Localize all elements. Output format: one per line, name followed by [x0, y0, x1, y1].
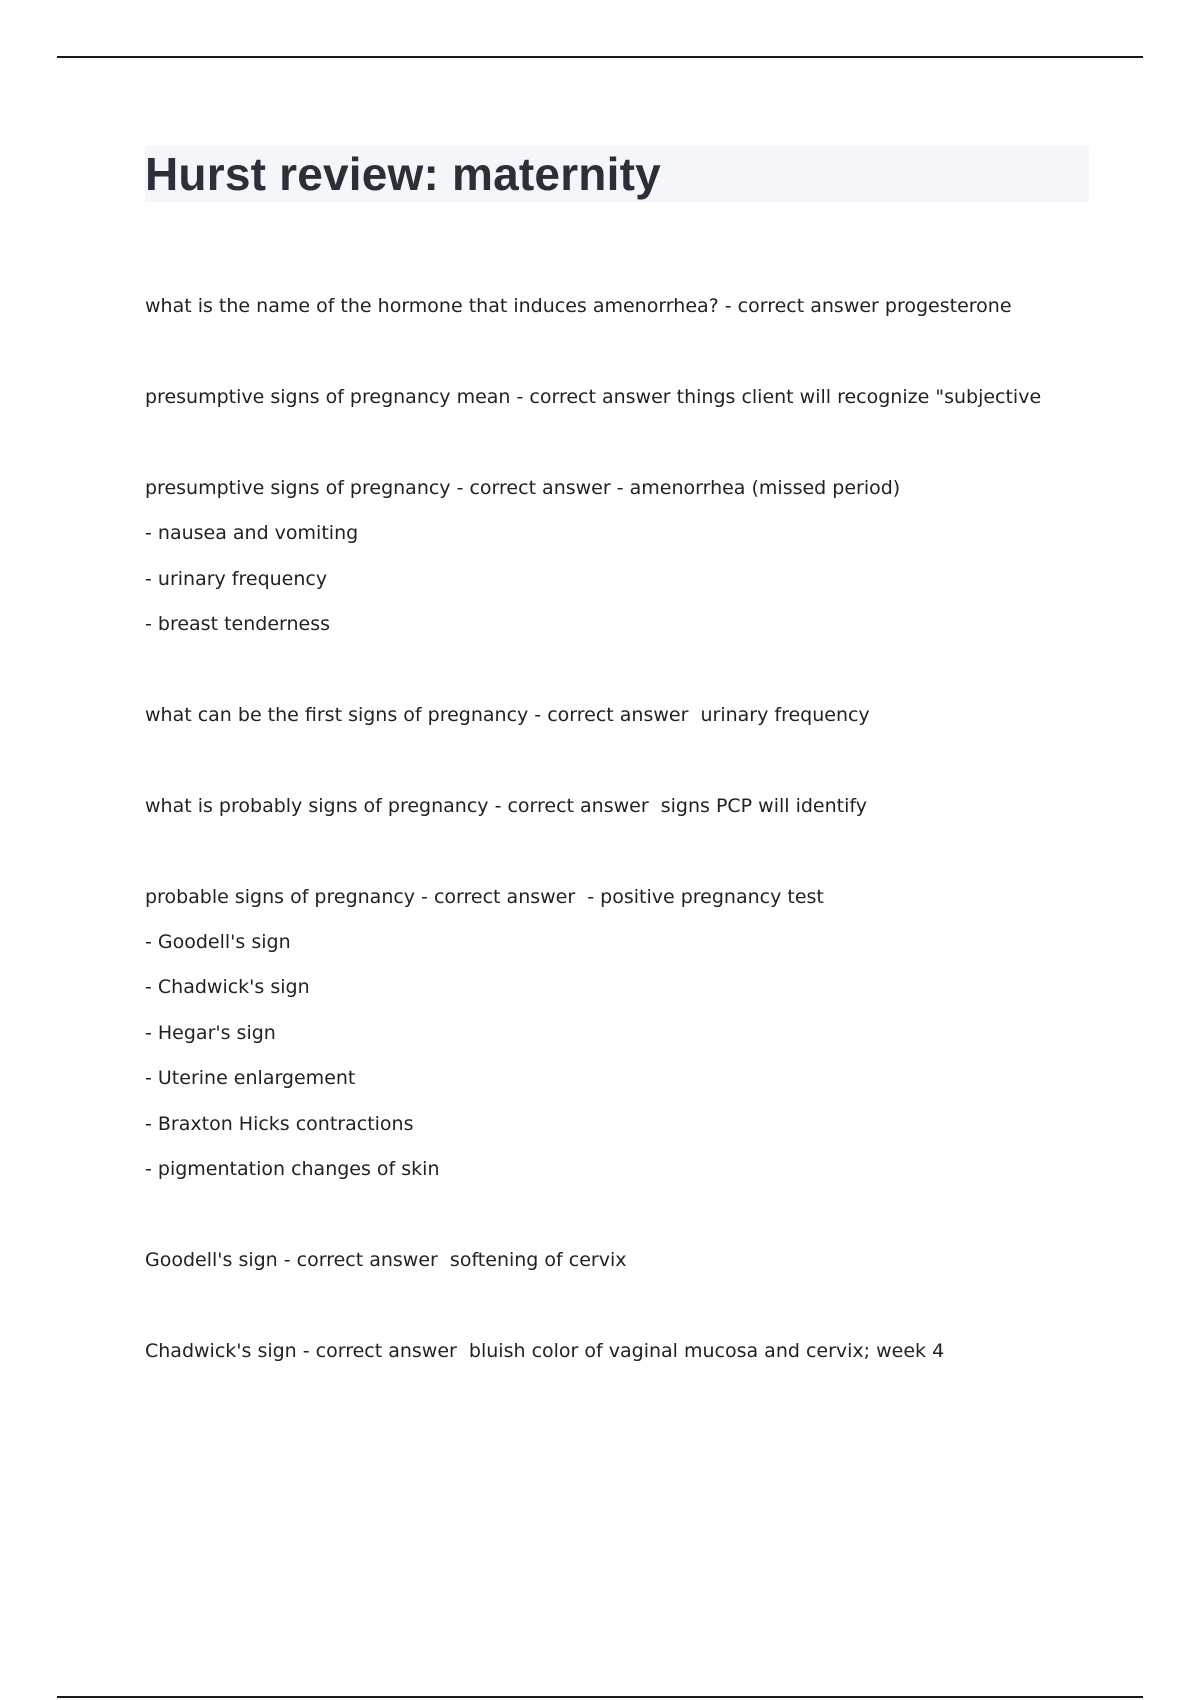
qa-line: Chadwick's sign - correct answer bluish color of vaginal mucosa and cervix; week 4: [145, 1340, 945, 1362]
list-item: - Goodell's sign: [145, 931, 291, 953]
qa-line: what is probably signs of pregnancy - correct answer signs PCP will identify: [145, 795, 867, 817]
qa-line: presumptive signs of pregnancy mean - correct answer things client will recognize "subjective: [145, 386, 1042, 408]
list-item: - Hegar's sign: [145, 1022, 276, 1044]
qa-line: what is the name of the hormone that induces amenorrhea? - correct answer progesterone: [145, 295, 1012, 317]
list-item: - Braxton Hicks contractions: [145, 1113, 414, 1135]
list-item: - Chadwick's sign: [145, 976, 310, 998]
qa-line: Goodell's sign - correct answer softening of cervix: [145, 1249, 627, 1271]
page-title: Hurst review: maternity: [145, 148, 661, 200]
bottom-rule: [57, 1696, 1143, 1698]
list-item: - urinary frequency: [145, 568, 328, 590]
qa-line: presumptive signs of pregnancy - correct answer - amenorrhea (missed period): [145, 477, 901, 499]
list-item: - nausea and vomiting: [145, 522, 359, 544]
qa-line: what can be the first signs of pregnancy - correct answer urinary frequency: [145, 704, 870, 726]
list-item: - Uterine enlargement: [145, 1067, 356, 1089]
qa-line: probable signs of pregnancy - correct answer - positive pregnancy test: [145, 886, 824, 908]
top-rule: [57, 56, 1143, 58]
list-item: - pigmentation changes of skin: [145, 1158, 440, 1180]
list-item: - breast tenderness: [145, 613, 331, 635]
